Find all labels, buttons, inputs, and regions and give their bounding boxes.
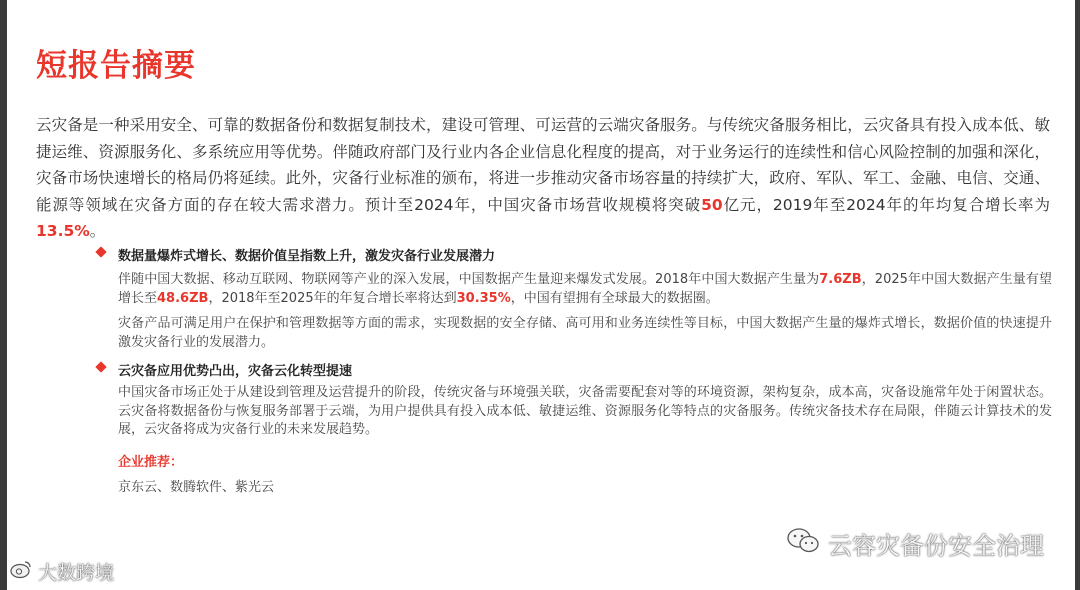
right-frame-border	[1075, 0, 1080, 590]
intro-text-1: 云灾备是一种采用安全、可靠的数据备份和数据复制技术，建设可管理、可运营的云端灾备服务。与传统灾备服务相比，云灾备具有投入成本低、敏捷运维、资源服务化、多系统应用等优势。伴随政府部门及行业内各企业信息化程度的提高，对于业务运行的连续性和信心风险控制的加强和深化，灾备市场快速增长的格局仍将延续。此外，灾备行业标准的颁布，将进一步推动灾备市场容量的持续扩大，政府、军队、军工、金融、电信、交通、能源等领域在灾备方面的存在较大需求潜力。预计至2024年，中国灾备市场营收规模将突破	[36, 116, 1050, 214]
diamond-bullet-icon	[95, 361, 106, 372]
watermark-left-text: 大数跨境	[38, 562, 115, 584]
watermark-right-text: 云容灾备份安全治理	[828, 532, 1044, 560]
section1-p1-text-b: ，2025年中国大数据产生量有望增长至	[118, 272, 1052, 306]
section1-highlight-2018: 7.6ZB	[819, 272, 862, 287]
recommend-label: 企业推荐：	[118, 455, 184, 470]
intro-text-3: 。	[89, 222, 106, 240]
section1-highlight-2025: 48.6ZB	[157, 290, 209, 306]
left-frame-border	[0, 0, 7, 590]
diamond-bullet-icon	[95, 246, 106, 257]
section1-p1-text-a: 伴随中国大数据、移动互联网、物联网等产业的深入发展，中国数据产生量迎来爆发式发展。2018年中国大数据产生量为	[118, 272, 820, 287]
section1-p1-text-c: ，2018年至2025年的年复合增长率将达到	[208, 290, 457, 306]
section1-paragraph-2: 灾备产品可满足用户在保护和管理数据等方面的需求，实现数据的安全存储、高可用和业务连续性等目标，中国大数据产生量的爆炸式增长，数据价值的快速提升激发灾备行业的发展潜力。	[118, 316, 1052, 350]
section1-heading	[118, 245, 495, 264]
section2-paragraph: 中国灾备市场正处于从建设到管理及运营提升的阶段，传统灾备与环境强关联，灾备需要配套对等的环境资源，架构复杂，成本高，灾备设施常年处于闲置状态。云灾备将数据备份与恢复服务部署于云端，为用户提供具有投入成本低、敏捷运维、资源服务化等特点的灾备服务。传统灾备技术存在局限，伴随云计算技术的发展，云灾备将成为灾备行业的未来发展趋势。	[118, 385, 1052, 437]
intro-highlight-revenue: 50	[701, 195, 723, 214]
page-title: 短报告摘要	[36, 48, 196, 84]
wechat-icon	[786, 527, 820, 561]
intro-highlight-cagr: 13.5%	[36, 222, 90, 240]
section1-highlight-cagr: 30.35%	[456, 290, 511, 306]
watermark-right	[786, 526, 1044, 561]
section2-heading-text: 云灾备应用优势凸出，灾备云化转型提速	[118, 364, 353, 379]
section2-heading	[118, 360, 352, 379]
recommend-companies: 京东云、数腾软件、紫光云	[118, 480, 275, 495]
weibo-icon	[10, 559, 32, 584]
section1-heading-text: 数据量爆炸式增长、数据价值呈指数上升，激发灾备行业发展潜力	[118, 249, 496, 264]
section1-p1-text-d: ，中国有望拥有全球最大的数据圈。	[510, 290, 719, 306]
intro-paragraph	[36, 112, 1050, 245]
intro-text-2: 亿元，2019年至2024年的年均复合增长率为	[722, 195, 1050, 214]
section1-paragraph-1	[118, 271, 1052, 308]
watermark-left	[10, 558, 114, 585]
